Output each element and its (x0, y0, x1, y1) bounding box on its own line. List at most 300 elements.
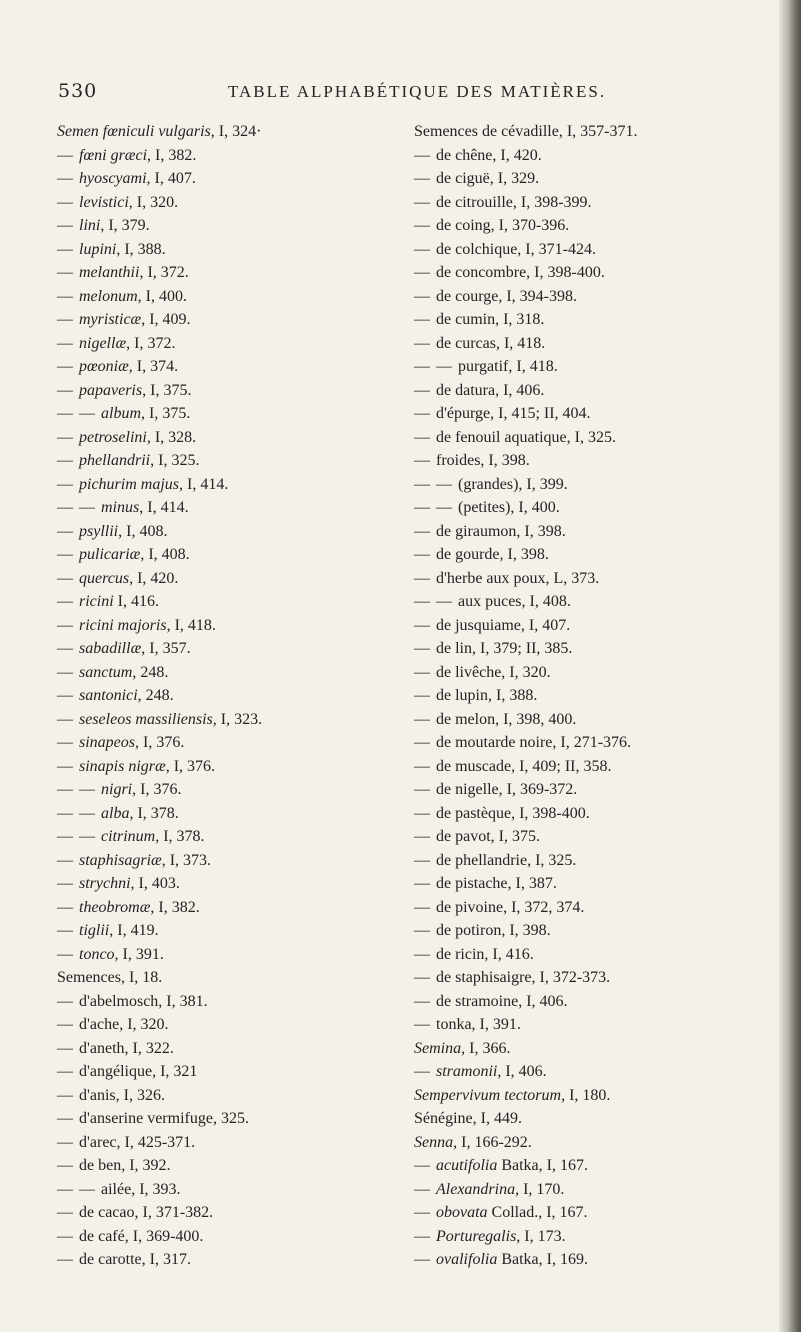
entry-dash: — (414, 804, 430, 822)
entry-dash: — (57, 1227, 73, 1245)
entry-dash: — (414, 240, 430, 258)
entry-dash: — (414, 381, 430, 399)
index-entry (414, 473, 754, 497)
entry-text: de stramoine, I, 406. (436, 992, 568, 1010)
entry-dash: — (414, 757, 430, 775)
index-entry (414, 825, 754, 849)
entry-dash: — (414, 569, 430, 587)
entry-dash-second: — (79, 828, 95, 845)
entry-term: ricini majoris (79, 616, 167, 634)
entry-dash: — (57, 569, 73, 587)
entry-text: de coing, I, 370-396. (436, 217, 570, 234)
index-entry (57, 379, 407, 403)
index-entry (57, 1201, 407, 1225)
entry-reference: , I, 376. (165, 757, 216, 775)
index-entry (57, 778, 407, 802)
index-entry (414, 755, 754, 779)
entry-term: pœoniæ (79, 358, 129, 375)
index-entry (57, 1248, 407, 1272)
index-entry (57, 708, 407, 732)
index-entry (57, 167, 407, 191)
entry-term: Senna (414, 1133, 454, 1151)
index-entry (57, 496, 407, 520)
index-entry (57, 261, 407, 285)
index-entry (57, 919, 407, 943)
entry-reference: , I, 409. (141, 311, 191, 328)
entry-reference: , I, 372. (126, 334, 176, 352)
index-entry (414, 778, 754, 802)
entry-dash: — (57, 687, 73, 704)
index-entry (57, 1037, 407, 1061)
entry-dash: — (414, 616, 430, 634)
index-entry (57, 473, 407, 497)
index-entry (57, 802, 407, 826)
entry-term: quercus (79, 569, 130, 587)
entry-dash: — (414, 851, 430, 869)
entry-reference: , I, 407. (146, 170, 196, 187)
index-entry (57, 990, 407, 1014)
entry-text: de ciguë, I, 329. (436, 170, 540, 187)
entry-text: d'arec, I, 425-371. (79, 1133, 196, 1151)
entry-dash: — (414, 828, 430, 845)
index-entry (57, 661, 407, 685)
entry-dash: — (57, 428, 73, 446)
entry-dash: — (57, 898, 73, 916)
entry-reference: , I, 408. (118, 522, 168, 540)
entry-dash: — (57, 193, 73, 211)
entry-text: d'anis, I, 326. (79, 1086, 165, 1104)
entry-term: lini (79, 217, 101, 234)
entry-term: tiglii (79, 922, 110, 939)
entry-text: Sénégine, I, 449. (414, 1110, 522, 1127)
entry-text: de cacao, I, 371-382. (79, 1204, 214, 1221)
entry-text: de nigelle, I, 369-372. (436, 781, 578, 798)
entry-dash: — (414, 1227, 430, 1245)
entry-text: ailée, I, 393. (101, 1180, 181, 1198)
index-entry (57, 1178, 407, 1202)
entry-reference: , I, 376. (135, 734, 185, 751)
index-entry (57, 144, 407, 168)
entry-reference: , I, 375. (141, 405, 191, 422)
entry-text: de melon, I, 398, 400. (436, 710, 577, 728)
index-entry (57, 1154, 407, 1178)
entry-text: purgatif, I, 418. (458, 358, 558, 375)
entry-dash: — (414, 992, 430, 1010)
index-entry (414, 684, 754, 708)
index-entry (57, 449, 407, 473)
index-entry (414, 1037, 754, 1061)
entry-term: acutifolia (436, 1157, 498, 1174)
index-entry (57, 191, 407, 215)
index-entry (414, 1248, 754, 1272)
entry-reference: , I, 173. (516, 1227, 566, 1245)
entry-reference: , I, 379. (100, 217, 150, 234)
entry-reference: , I, 323. (212, 710, 263, 728)
entry-reference: Collad., I, 167. (487, 1204, 588, 1221)
index-entry (414, 661, 754, 685)
index-entry (414, 543, 754, 567)
entry-text: (grandes), I, 399. (458, 475, 568, 493)
index-entry (414, 802, 754, 826)
entry-term: sanctum (79, 663, 133, 681)
entry-reference: , I, 180. (561, 1086, 611, 1104)
entry-term: psyllii (79, 522, 119, 540)
entry-text: de fenouil aquatique, I, 325. (436, 428, 616, 446)
index-entry (57, 755, 407, 779)
entry-dash: — (414, 428, 430, 446)
index-entry (57, 332, 407, 356)
entry-term: tonco (79, 945, 115, 963)
entry-text: d'angélique, I, 321 (79, 1063, 198, 1080)
index-entry (414, 402, 754, 426)
entry-dash: — (57, 264, 73, 281)
index-entry (414, 872, 754, 896)
entry-reference: , I, 324· (210, 123, 262, 140)
entry-dash: — (414, 663, 430, 681)
entry-reference: , I, 418. (166, 616, 216, 634)
index-entry (414, 1013, 754, 1037)
index-entry (57, 426, 407, 450)
index-entry (57, 214, 407, 238)
entry-dash: — (414, 1204, 430, 1221)
entry-dash: — (414, 687, 430, 704)
entry-dash: — (57, 334, 73, 352)
entry-dash: — (57, 358, 73, 375)
entry-term: pichurim majus (79, 475, 179, 493)
entry-dash: — (414, 475, 430, 493)
entry-dash: — (414, 193, 430, 211)
index-entry (414, 238, 754, 262)
entry-dash: — (414, 522, 430, 540)
index-entry (414, 496, 754, 520)
entry-dash: — (57, 546, 73, 563)
entry-dash: — (57, 287, 73, 305)
entry-reference: , I, 366. (461, 1039, 511, 1057)
entry-reference: Batka, I, 169. (497, 1251, 588, 1268)
entry-term: sinapeos (79, 734, 135, 751)
entry-dash: — (57, 381, 73, 399)
entry-dash: — (57, 1204, 73, 1221)
entry-reference: , I, 408. (140, 546, 190, 563)
entry-dash: — (414, 546, 430, 563)
entry-term: fœni græci (79, 146, 148, 164)
page-edge-shadow (779, 0, 801, 1332)
index-entry (414, 449, 754, 473)
entry-dash-second: — (79, 804, 95, 822)
index-entry (57, 1225, 407, 1249)
index-column-left (57, 120, 407, 1272)
entry-dash: — (57, 1110, 73, 1127)
entry-dash: — (414, 640, 430, 657)
entry-term: nigellæ (79, 334, 127, 352)
entry-text: de muscade, I, 409; II, 358. (436, 757, 612, 775)
index-entry (414, 355, 754, 379)
entry-reference: , I, 414. (139, 499, 189, 516)
entry-reference: , I, 320. (128, 193, 179, 211)
entry-term: sabadillæ (79, 640, 142, 657)
index-entry (57, 285, 407, 309)
entry-term: melonum (79, 287, 138, 305)
index-entry (57, 1060, 407, 1084)
entry-dash: — (57, 1157, 73, 1174)
entry-term: myristicæ (79, 311, 142, 328)
entry-term: album (101, 405, 141, 422)
entry-dash: — (57, 875, 73, 892)
entry-reference: , I, 420. (129, 569, 179, 587)
entry-term: papaveris (79, 381, 143, 399)
entry-reference: Batka, I, 167. (497, 1157, 588, 1174)
entry-dash: — (57, 1016, 73, 1033)
entry-dash: — (414, 1180, 430, 1198)
entry-term: obovata (436, 1204, 488, 1221)
entry-dash-second: — (79, 781, 95, 798)
entry-text: d'herbe aux poux, L, 373. (436, 569, 600, 587)
entry-reference: , I, 419. (109, 922, 159, 939)
entry-reference: , I, 166-292. (453, 1133, 532, 1151)
entry-dash: — (57, 1063, 73, 1080)
entry-term: theobromæ (79, 898, 151, 916)
page-header (0, 80, 801, 108)
entry-term: pulicariæ (79, 546, 141, 563)
entry-dash: — (57, 710, 73, 728)
index-entry (414, 637, 754, 661)
index-entry (57, 308, 407, 332)
entry-text: d'abelmosch, I, 381. (79, 992, 208, 1010)
entry-term: Porturegalis (436, 1227, 517, 1245)
index-entry (57, 1013, 407, 1037)
entry-dash: — (57, 1086, 73, 1104)
index-entry (414, 896, 754, 920)
entry-dash-second: — (436, 358, 452, 375)
index-entry (414, 966, 754, 990)
index-entry (414, 1201, 754, 1225)
index-column-right (414, 120, 754, 1272)
entry-dash-second: — (79, 1180, 95, 1198)
entry-dash-second: — (436, 593, 452, 610)
index-entry (57, 637, 407, 661)
index-entry (57, 896, 407, 920)
index-entry (414, 567, 754, 591)
entry-dash: — (414, 1063, 430, 1080)
entry-reference: , 248. (132, 663, 169, 681)
entry-text: de jusquiame, I, 407. (436, 616, 571, 634)
entry-text: de ben, I, 392. (79, 1157, 171, 1174)
entry-dash: — (57, 616, 73, 634)
entry-text: tonka, I, 391. (436, 1016, 521, 1033)
entry-dash: — (57, 757, 73, 775)
entry-text: de curcas, I, 418. (436, 334, 546, 352)
entry-dash: — (414, 875, 430, 892)
index-entry (414, 990, 754, 1014)
entry-dash: — (57, 992, 73, 1010)
entry-text: d'aneth, I, 322. (79, 1039, 174, 1057)
index-entry (414, 731, 754, 755)
index-entry (414, 849, 754, 873)
entry-reference: , I, 373. (161, 851, 212, 869)
entry-text: de citrouille, I, 398-399. (436, 193, 592, 211)
index-entry (57, 402, 407, 426)
entry-text: de gourde, I, 398. (436, 546, 549, 563)
entry-dash: — (414, 734, 430, 751)
entry-dash: — (57, 945, 73, 963)
index-entry (414, 1084, 754, 1108)
entry-dash: — (414, 217, 430, 234)
entry-dash: — (414, 1016, 430, 1033)
entry-text: d'épurge, I, 415; II, 404. (436, 405, 591, 422)
index-entry (414, 1060, 754, 1084)
entry-dash: — (57, 663, 73, 681)
index-entry (414, 379, 754, 403)
entry-dash: — (57, 828, 73, 845)
entry-text: de colchique, I, 371-424. (436, 240, 596, 258)
index-entry (414, 1107, 754, 1131)
page-number: 530 (58, 80, 98, 102)
entry-dash: — (57, 146, 73, 164)
index-entry (414, 308, 754, 332)
entry-text: de pivoine, I, 372, 374. (436, 898, 585, 916)
index-entry (414, 590, 754, 614)
index-entry (57, 684, 407, 708)
entry-reference: I, 416. (113, 593, 159, 610)
entry-term: Alexandrina (436, 1180, 516, 1198)
entry-reference: , I, 403. (130, 875, 180, 892)
entry-term: alba (101, 804, 130, 822)
entry-dash: — (57, 311, 73, 328)
entry-term: seseleos massiliensis (79, 710, 213, 728)
entry-dash: — (57, 922, 73, 939)
entry-dash: — (57, 781, 73, 798)
index-entry (414, 520, 754, 544)
entry-dash: — (57, 1251, 73, 1268)
entry-text: d'ache, I, 320. (79, 1016, 169, 1033)
entry-term: Semina (414, 1039, 462, 1057)
entry-dash: — (414, 311, 430, 328)
entry-text: de café, I, 369-400. (79, 1227, 204, 1245)
index-entry (57, 355, 407, 379)
index-entry (414, 191, 754, 215)
index-entry (57, 825, 407, 849)
entry-dash: — (57, 405, 73, 422)
entry-text: de potiron, I, 398. (436, 922, 551, 939)
entry-dash: — (57, 499, 73, 516)
index-entry (57, 614, 407, 638)
entry-text: d'anserine vermifuge, 325. (79, 1110, 249, 1127)
entry-reference: , I, 375. (142, 381, 192, 399)
index-entry (414, 1178, 754, 1202)
entry-dash: — (57, 170, 73, 187)
entry-reference: , 248. (137, 687, 174, 704)
entry-term: ricini (79, 593, 114, 610)
entry-dash-second: — (436, 499, 452, 516)
index-entry (57, 731, 407, 755)
entry-reference: , I, 391. (114, 945, 164, 963)
index-entry (57, 567, 407, 591)
entry-text: de phellandrie, I, 325. (436, 851, 577, 869)
entry-text: de chêne, I, 420. (436, 146, 542, 164)
entry-dash: — (414, 593, 430, 610)
entry-text: de moutarde noire, I, 271-376. (436, 734, 632, 751)
entry-term: ovalifolia (436, 1251, 498, 1268)
index-entry (414, 332, 754, 356)
entry-text: de staphisaigre, I, 372-373. (436, 969, 611, 986)
entry-reference: , I, 378. (155, 828, 205, 845)
entry-dash-second: — (79, 499, 95, 516)
entry-reference: , I, 374. (128, 358, 179, 375)
entry-reference: , I, 400. (137, 287, 187, 305)
entry-text: de datura, I, 406. (436, 381, 545, 399)
entry-reference: , I, 372. (139, 264, 189, 281)
entry-dash: — (414, 146, 430, 164)
index-entry (57, 590, 407, 614)
entry-dash: — (414, 1251, 430, 1268)
entry-text: de concombre, I, 398-400. (436, 264, 605, 281)
index-entry (414, 943, 754, 967)
entry-dash-second: — (79, 405, 95, 422)
entry-term: Semen fœniculi vulgaris (57, 123, 211, 140)
entry-text: de lupin, I, 388. (436, 687, 538, 704)
index-entry (414, 1154, 754, 1178)
entry-reference: , I, 170. (515, 1180, 565, 1198)
entry-term: stramonii (436, 1063, 498, 1080)
entry-reference: , I, 382. (147, 146, 197, 164)
running-title: TABLE ALPHABÉTIQUE DES MATIÈRES. (228, 82, 607, 101)
index-entry (414, 708, 754, 732)
entry-dash: — (57, 240, 73, 258)
entry-text: de carotte, I, 317. (79, 1251, 191, 1268)
entry-text: de cumin, I, 318. (436, 311, 545, 328)
entry-reference: , I, 325. (150, 452, 200, 469)
entry-text: de giraumon, I, 398. (436, 522, 566, 540)
entry-dash: — (57, 1133, 73, 1151)
entry-text: Semences, I, 18. (57, 969, 163, 986)
index-entry (414, 1131, 754, 1155)
entry-term: hyoscyami (79, 170, 147, 187)
entry-dash: — (414, 405, 430, 422)
index-entry (57, 1131, 407, 1155)
entry-dash: — (414, 898, 430, 916)
entry-term: melanthii (79, 264, 140, 281)
entry-term: santonici (79, 687, 138, 704)
entry-dash: — (414, 499, 430, 516)
index-entry (57, 1107, 407, 1131)
entry-dash: — (414, 358, 430, 375)
index-entry (414, 144, 754, 168)
entry-reference: , I, 376. (132, 781, 182, 798)
entry-dash: — (414, 287, 430, 305)
entry-term: Sempervivum tectorum (414, 1086, 562, 1104)
entry-dash: — (57, 1039, 73, 1057)
entry-text: de ricin, I, 416. (436, 945, 534, 963)
index-entry (57, 1084, 407, 1108)
index-entry (57, 872, 407, 896)
entry-reference: , I, 414. (179, 475, 229, 493)
entry-dash-second: — (436, 475, 452, 493)
index-entry (57, 238, 407, 262)
entry-text: aux puces, I, 408. (458, 593, 571, 610)
index-entry (57, 849, 407, 873)
index-entry (414, 120, 754, 144)
entry-reference: , I, 328. (146, 428, 197, 446)
entry-term: strychni (79, 875, 131, 892)
index-entry (414, 167, 754, 191)
index-entry (414, 1225, 754, 1249)
entry-dash: — (57, 804, 73, 822)
entry-dash: — (414, 922, 430, 939)
entry-term: minus (101, 499, 140, 516)
index-entry (414, 919, 754, 943)
entry-text: froides, I, 398. (436, 452, 530, 469)
index-entry (414, 261, 754, 285)
